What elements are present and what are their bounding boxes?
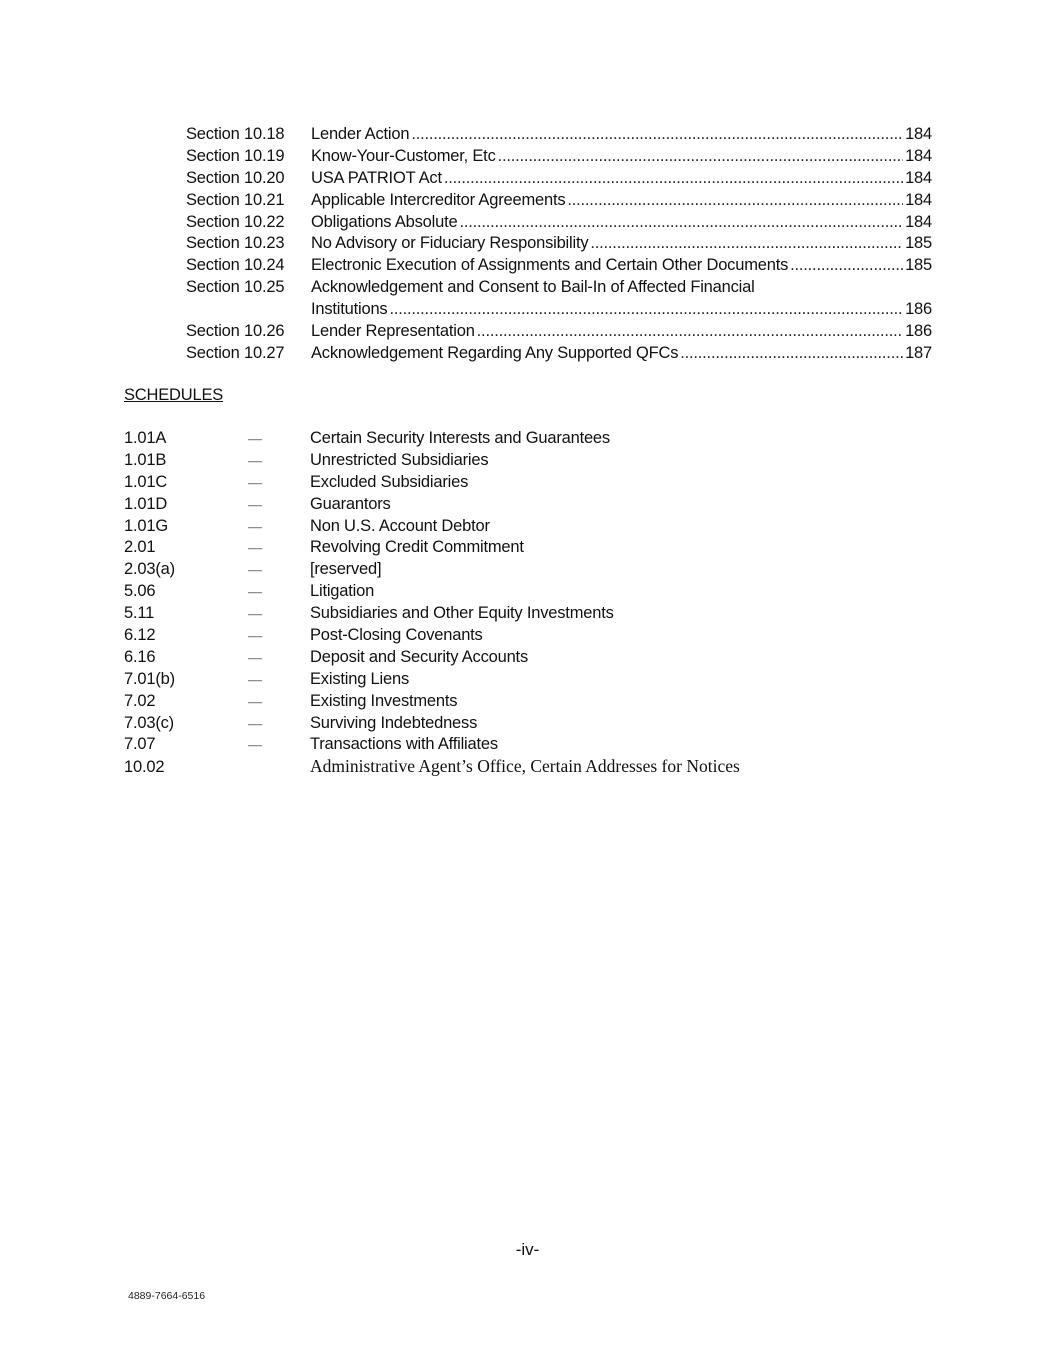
- schedule-number: 5.06: [124, 582, 156, 601]
- schedule-description: Litigation: [310, 582, 375, 601]
- schedule-item: [124, 516, 844, 538]
- schedule-description: Deposit and Security Accounts: [310, 647, 528, 666]
- schedule-dash: —: [248, 475, 262, 491]
- toc-entry: [186, 190, 932, 212]
- toc-leader-dots: [498, 146, 903, 168]
- toc-section-title: Electronic Execution of Assignments and Certain Other Documents: [311, 256, 789, 275]
- toc-entry: [186, 321, 932, 343]
- schedule-item: [124, 494, 844, 516]
- schedule-item: [124, 450, 844, 472]
- toc-entry-continuation: [186, 299, 932, 321]
- schedule-description: Transactions with Affiliates: [310, 735, 498, 754]
- schedule-item: [124, 625, 844, 647]
- schedule-item: [124, 713, 844, 735]
- schedule-description: [reserved]: [310, 560, 382, 579]
- document-id: 4889-7664-6516: [128, 1290, 206, 1302]
- toc-entry: [186, 343, 932, 365]
- page-number: -iv-: [515, 1240, 540, 1259]
- toc-leader-dots: [590, 233, 903, 255]
- schedule-description: Excluded Subsidiaries: [310, 472, 469, 491]
- schedule-number: 6.12: [124, 626, 156, 645]
- toc-leader-dots: [459, 212, 903, 234]
- toc-leader-dots: [477, 321, 903, 343]
- schedule-number: 1.01D: [124, 494, 168, 513]
- schedule-dash: —: [248, 585, 262, 601]
- schedule-number: 5.11: [124, 604, 155, 623]
- schedule-description: Revolving Credit Commitment: [310, 538, 524, 557]
- schedule-dash: —: [248, 497, 262, 513]
- schedule-description: Non U.S. Account Debtor: [310, 516, 490, 535]
- toc-section-number: Section 10.24: [186, 256, 285, 275]
- toc-section-title: No Advisory or Fiduciary Responsibility: [311, 234, 589, 253]
- schedule-number: 7.07: [124, 735, 156, 754]
- schedule-item: [124, 428, 844, 450]
- toc-section-title: Acknowledgement Regarding Any Supported QFCs: [311, 343, 679, 362]
- toc-page-number: 185: [905, 256, 932, 275]
- schedule-dash: —: [248, 629, 262, 645]
- toc-entry: [186, 255, 932, 277]
- toc-section-title: Applicable Intercreditor Agreements: [311, 190, 566, 209]
- toc-leader-dots: [680, 343, 903, 365]
- toc-leader-dots: [389, 299, 903, 321]
- toc-section-number: Section 10.19: [186, 146, 285, 165]
- schedule-item: [124, 472, 844, 494]
- schedule-number: 7.03(c): [124, 713, 174, 732]
- schedule-number: 1.01A: [124, 429, 167, 447]
- schedule-number: 1.01B: [124, 450, 167, 469]
- schedule-number: 10.02: [124, 758, 165, 777]
- toc-entry: [186, 212, 932, 234]
- schedule-description: Unrestricted Subsidiaries: [310, 450, 489, 469]
- schedule-dash: —: [248, 519, 262, 535]
- toc-page-number: 184: [905, 125, 932, 143]
- schedule-dash: —: [248, 672, 262, 688]
- schedule-dash: —: [248, 432, 262, 447]
- schedule-item: [124, 581, 844, 603]
- toc-section-title: Lender Representation: [311, 322, 475, 341]
- schedule-number: 6.16: [124, 647, 156, 666]
- toc-entry: [186, 277, 932, 299]
- schedule-item: [124, 537, 844, 559]
- toc-section-number: Section 10.20: [186, 168, 285, 187]
- schedule-item: [124, 756, 844, 778]
- schedule-number: 1.01G: [124, 516, 168, 535]
- schedule-dash: —: [248, 607, 262, 623]
- toc-entry: [186, 168, 932, 190]
- toc-leader-dots: [790, 255, 903, 277]
- toc-section-title: USA PATRIOT Act: [311, 168, 442, 187]
- toc-section-title: Lender Action: [311, 125, 410, 143]
- toc-section-number: Section 10.27: [186, 343, 285, 362]
- toc-page-number: 187: [905, 343, 932, 362]
- schedules-list: [124, 428, 844, 778]
- table-of-contents: [186, 124, 932, 365]
- toc-section-number: Section 10.23: [186, 234, 285, 253]
- schedule-item: [124, 559, 844, 581]
- toc-section-title-continued: Institutions: [311, 300, 388, 319]
- toc-page-number: 184: [905, 212, 932, 231]
- toc-section-number: Section 10.22: [186, 212, 285, 231]
- schedule-dash: —: [248, 650, 262, 666]
- schedule-item: [124, 603, 844, 625]
- schedule-number: 1.01C: [124, 472, 168, 491]
- schedule-description: Certain Security Interests and Guarantees: [310, 429, 610, 447]
- toc-page-number: 186: [905, 322, 932, 341]
- schedule-number: 7.01(b): [124, 669, 175, 688]
- toc-entry: [186, 146, 932, 168]
- toc-entry: [186, 124, 932, 146]
- schedule-item: [124, 734, 844, 756]
- toc-section-number: Section 10.21: [186, 190, 285, 209]
- toc-leader-dots: [411, 124, 903, 146]
- schedule-item: [124, 669, 844, 691]
- schedule-description: Subsidiaries and Other Equity Investments: [310, 604, 614, 623]
- schedule-description: Existing Liens: [310, 669, 410, 688]
- toc-section-number: Section 10.25: [186, 278, 285, 297]
- toc-section-number: Section 10.18: [186, 125, 285, 143]
- schedule-description: Existing Investments: [310, 691, 458, 710]
- toc-section-title: Know-Your-Customer, Etc: [311, 146, 496, 165]
- toc-page-number: 186: [905, 300, 932, 319]
- schedule-description: Administrative Agent’s Office, Certain Addresses for Notices: [310, 756, 740, 777]
- schedule-description: Post-Closing Covenants: [310, 626, 483, 645]
- toc-section-number: Section 10.26: [186, 322, 285, 341]
- toc-page-number: 184: [905, 190, 932, 209]
- schedule-item: [124, 691, 844, 713]
- schedule-dash: —: [248, 694, 262, 710]
- schedule-number: 2.03(a): [124, 560, 175, 579]
- toc-page-number: 184: [905, 146, 932, 165]
- schedule-description: Guarantors: [310, 494, 391, 513]
- toc-page-number: 184: [905, 168, 932, 187]
- schedules-heading: SCHEDULES: [124, 386, 224, 404]
- schedule-dash: —: [248, 716, 262, 732]
- schedule-description: Surviving Indebtedness: [310, 713, 478, 732]
- schedule-item: [124, 647, 844, 669]
- toc-page-number: 185: [905, 234, 932, 253]
- schedule-dash: —: [248, 563, 262, 579]
- schedule-dash: —: [248, 453, 262, 469]
- toc-entry: [186, 233, 932, 255]
- toc-leader-dots: [567, 190, 903, 212]
- toc-section-title: Obligations Absolute: [311, 212, 458, 231]
- schedule-dash: —: [248, 738, 262, 754]
- toc-leader-dots: [444, 168, 903, 190]
- schedule-number: 2.01: [124, 538, 156, 557]
- toc-section-title: Acknowledgement and Consent to Bail-In of Affected Financial: [311, 278, 755, 297]
- schedule-number: 7.02: [124, 691, 156, 710]
- schedule-dash: —: [248, 541, 262, 557]
